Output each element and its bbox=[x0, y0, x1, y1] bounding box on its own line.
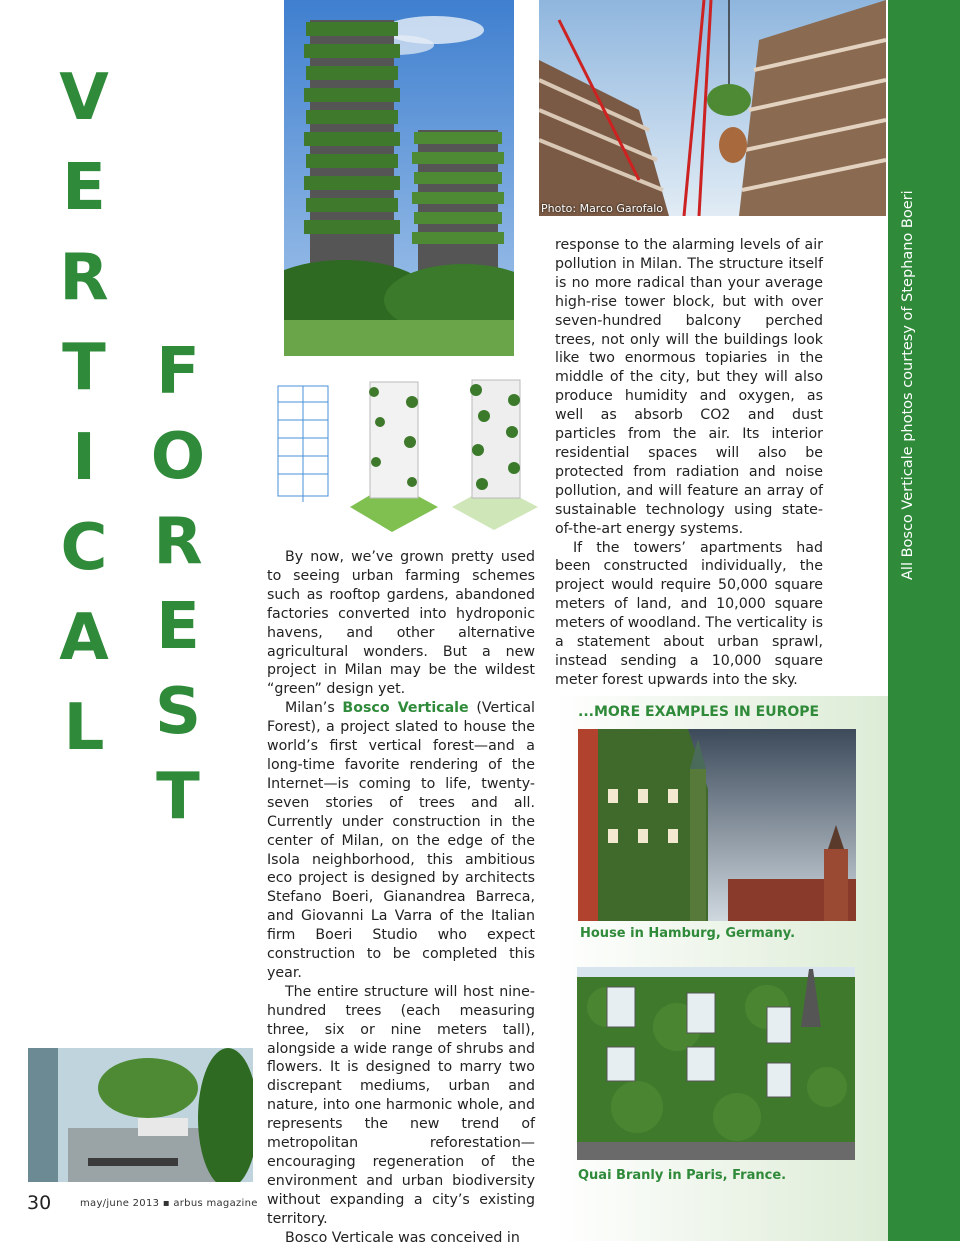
title-letter: L bbox=[63, 691, 105, 765]
title-letter: E bbox=[62, 151, 106, 225]
tower-renderings bbox=[262, 372, 538, 534]
article-text: (Vertical Forest), a project slated to house the world’s first vertical forest—and a long-time favorite rendering of the Internet—is coming to life, twenty-seven stories of trees and all. Currently under construction in the center of Milan, on the edge of the Isola neighborhood, this ambitious eco project is designed by architects Stefano Boeri, Gianandrea Barreca, and Giovanni La Varra of the Italian firm Boeri Studio who expect construction to be completed this year. bbox=[267, 700, 535, 981]
title-forest bbox=[146, 335, 210, 850]
title-letter: E bbox=[156, 590, 200, 664]
crane-construction-photo bbox=[539, 0, 886, 216]
article-paragraph: The entire structure will host nine-hundred trees (each measuring three, six or nine meters tall), alongside a wide range of shrubs and flowers. It is designed to marry two discrepant mediums, urban and nature, into one harmonic whole, and represents the new trend of metropolitan reforestation—encouraging regeneration of the environment and urban biodiversity without expanding a city’s existing territory. bbox=[267, 983, 535, 1227]
caption-paris: Quai Branly in Paris, France. bbox=[578, 1168, 787, 1183]
towers-photo bbox=[284, 0, 514, 356]
title-vertical bbox=[52, 61, 116, 786]
footer-magazine-name: arbus magazine bbox=[173, 1198, 258, 1209]
caption-hamburg: House in Hamburg, Germany. bbox=[580, 926, 796, 941]
title-letter: T bbox=[62, 331, 106, 405]
examples-heading: ...MORE EXAMPLES IN EUROPE bbox=[578, 704, 820, 720]
title-letter: A bbox=[59, 601, 109, 675]
article-paragraph: By now, we’ve grown pretty used to seeing urban farming schemes such as rooftop gardens, abandoned factories converted into hydroponic havens, and other alternative agricultural wonders. But a new project in Milan may be the wildest “green” design yet. bbox=[267, 549, 535, 698]
quai-branly-photo bbox=[577, 967, 855, 1160]
title-letter: T bbox=[156, 760, 200, 834]
page-number: 30 bbox=[27, 1192, 52, 1214]
article-text: Milan’s bbox=[285, 700, 343, 717]
title-letter: O bbox=[150, 420, 206, 494]
article-column-left bbox=[267, 548, 535, 1248]
sidebar-bar bbox=[888, 0, 960, 1241]
title-letter: V bbox=[59, 61, 109, 135]
title-letter: R bbox=[59, 241, 109, 315]
title-letter: R bbox=[153, 505, 203, 579]
footer-publication bbox=[80, 1198, 258, 1209]
article-paragraph: If the towers’ apartments had been constructed individually, the project would require 50,000 square meters of land, and 10,000 square meters of woodland. The verticality is a statement about urban sprawl, instead sending a 10,000 square meter forest upwards into the sky. bbox=[555, 539, 823, 688]
title-letter: S bbox=[154, 675, 202, 749]
article-paragraph: Bosco Verticale was conceived in bbox=[285, 1229, 520, 1246]
title-letter: C bbox=[60, 511, 108, 585]
title-letter: F bbox=[156, 335, 200, 409]
article-paragraph bbox=[267, 699, 535, 983]
footer-issue-date: may/june 2013 bbox=[80, 1198, 160, 1209]
balcony-photo bbox=[28, 1048, 253, 1182]
article-paragraph: response to the alarming levels of air pollution in Milan. The structure itself is no more radical than your average high-rise tower block, but with over seven-hundred balcony perched trees, not only will the buildings look like two enormous topiaries in the middle of the city, but they will also produce humidity and oxygen, as well as absorb CO2 and dust particles from the air. Its interior residential spaces will also be protected from radiation and noise pollution, and will feature an array of sustainable technology using state-of-the-art energy systems. bbox=[555, 237, 823, 537]
photo-credit-crane: Photo: Marco Garofalo bbox=[541, 202, 664, 215]
photo-credit-sidebar: All Bosco Verticale photos courtesy of Stephano Boeri bbox=[900, 190, 916, 580]
footer-separator: ▪ bbox=[162, 1198, 170, 1209]
article-column-right bbox=[555, 236, 823, 690]
project-name: Bosco Verticale bbox=[342, 700, 469, 717]
hamburg-house-photo bbox=[578, 729, 856, 921]
title-letter: I bbox=[72, 421, 96, 495]
